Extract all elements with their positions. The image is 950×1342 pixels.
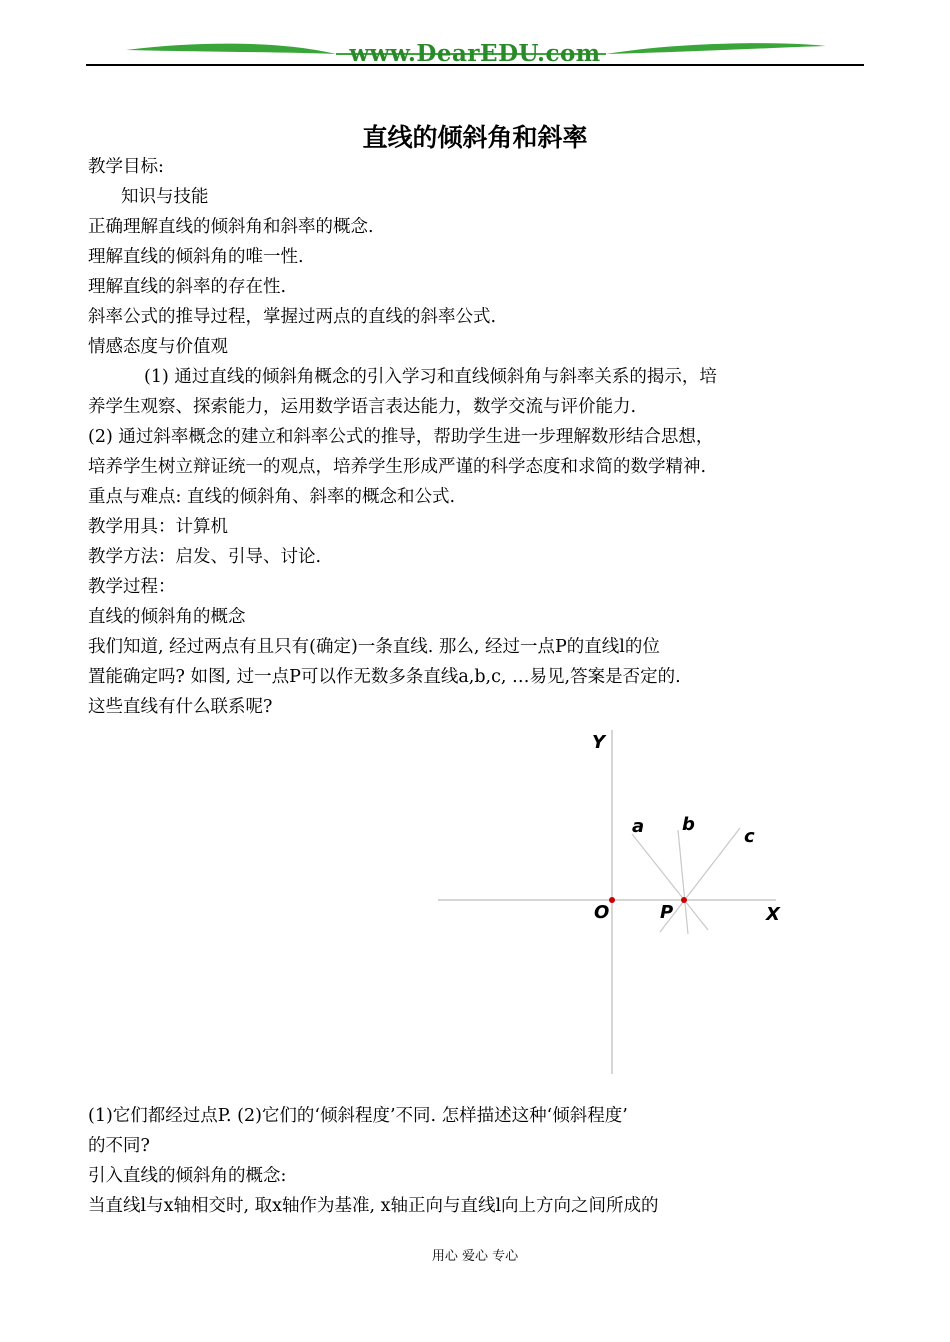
line-b-label: b xyxy=(682,814,695,835)
x-axis-label: X xyxy=(766,904,780,925)
text-line: 正确理解直线的倾斜角和斜率的概念. xyxy=(88,217,374,237)
text-line: 教学方法：启发、引导、讨论. xyxy=(88,547,322,567)
point-p-label: P xyxy=(660,902,674,923)
body-text xyxy=(88,152,878,722)
line-c-label: c xyxy=(744,826,755,847)
page-footer: 用心 爱心 专心 xyxy=(431,1249,519,1264)
coordinate-diagram xyxy=(436,728,796,1076)
y-axis-label: Y xyxy=(592,732,606,753)
text-line: (1) 通过直线的倾斜角概念的引入学习和直线倾斜角与斜率关系的揭示，培 xyxy=(144,367,717,387)
line-a-label: a xyxy=(632,816,645,837)
text-line: 重点与难点: 直线的倾斜角、斜率的概念和公式. xyxy=(88,487,456,507)
origin-label: O xyxy=(594,902,610,923)
text-line: 的不同? xyxy=(88,1136,150,1156)
text-line: 情感态度与价值观 xyxy=(88,337,228,357)
text-line: 知识与技能 xyxy=(121,187,209,207)
coordinate-figure xyxy=(436,728,796,1076)
text-line: 教学目标: xyxy=(88,157,164,177)
text-line: 置能确定吗? 如图, 过一点P可以作无数多条直线a,b,c, …易见,答案是否定的. xyxy=(88,667,681,687)
lower-text xyxy=(88,1101,878,1221)
document-title: 直线的倾斜角和斜率 xyxy=(362,123,588,152)
text-line: 当直线l与x轴相交时, 取x轴作为基准, x轴正向与直线l向上方向之间所成的 xyxy=(88,1196,659,1216)
text-line: 养学生观察、探索能力，运用数学语言表达能力，数学交流与评价能力. xyxy=(88,397,637,417)
text-line: 培养学生树立辩证统一的观点，培养学生形成严谨的科学态度和求简的数学精神. xyxy=(88,457,707,477)
text-line: 直线的倾斜角的概念 xyxy=(88,607,246,627)
header-rule xyxy=(86,64,864,66)
text-line: (1)它们都经过点P. (2)它们的‘倾斜程度’不同. 怎样描述这种‘倾斜程度’ xyxy=(88,1106,628,1126)
origin-point xyxy=(609,897,615,903)
text-line: 教学用具：计算机 xyxy=(88,517,228,537)
line-b xyxy=(678,830,688,934)
text-line: 引入直线的倾斜角的概念: xyxy=(88,1166,287,1186)
text-line: 教学过程： xyxy=(88,577,176,597)
site-logo-text[interactable]: www.DearEDU.com xyxy=(349,40,601,67)
text-line: 理解直线的斜率的存在性. xyxy=(88,277,287,297)
text-line: (2) 通过斜率概念的建立和斜率公式的推导，帮助学生进一步理解数形结合思想， xyxy=(88,427,714,447)
text-line: 斜率公式的推导过程，掌握过两点的直线的斜率公式. xyxy=(88,307,497,327)
text-line: 理解直线的倾斜角的唯一性. xyxy=(88,247,304,267)
text-line: 我们知道, 经过两点有且只有(确定)一条直线. 那么, 经过一点P的直线l的位 xyxy=(88,637,660,657)
point-p xyxy=(681,897,687,903)
text-line: 这些直线有什么联系呢? xyxy=(88,697,273,717)
